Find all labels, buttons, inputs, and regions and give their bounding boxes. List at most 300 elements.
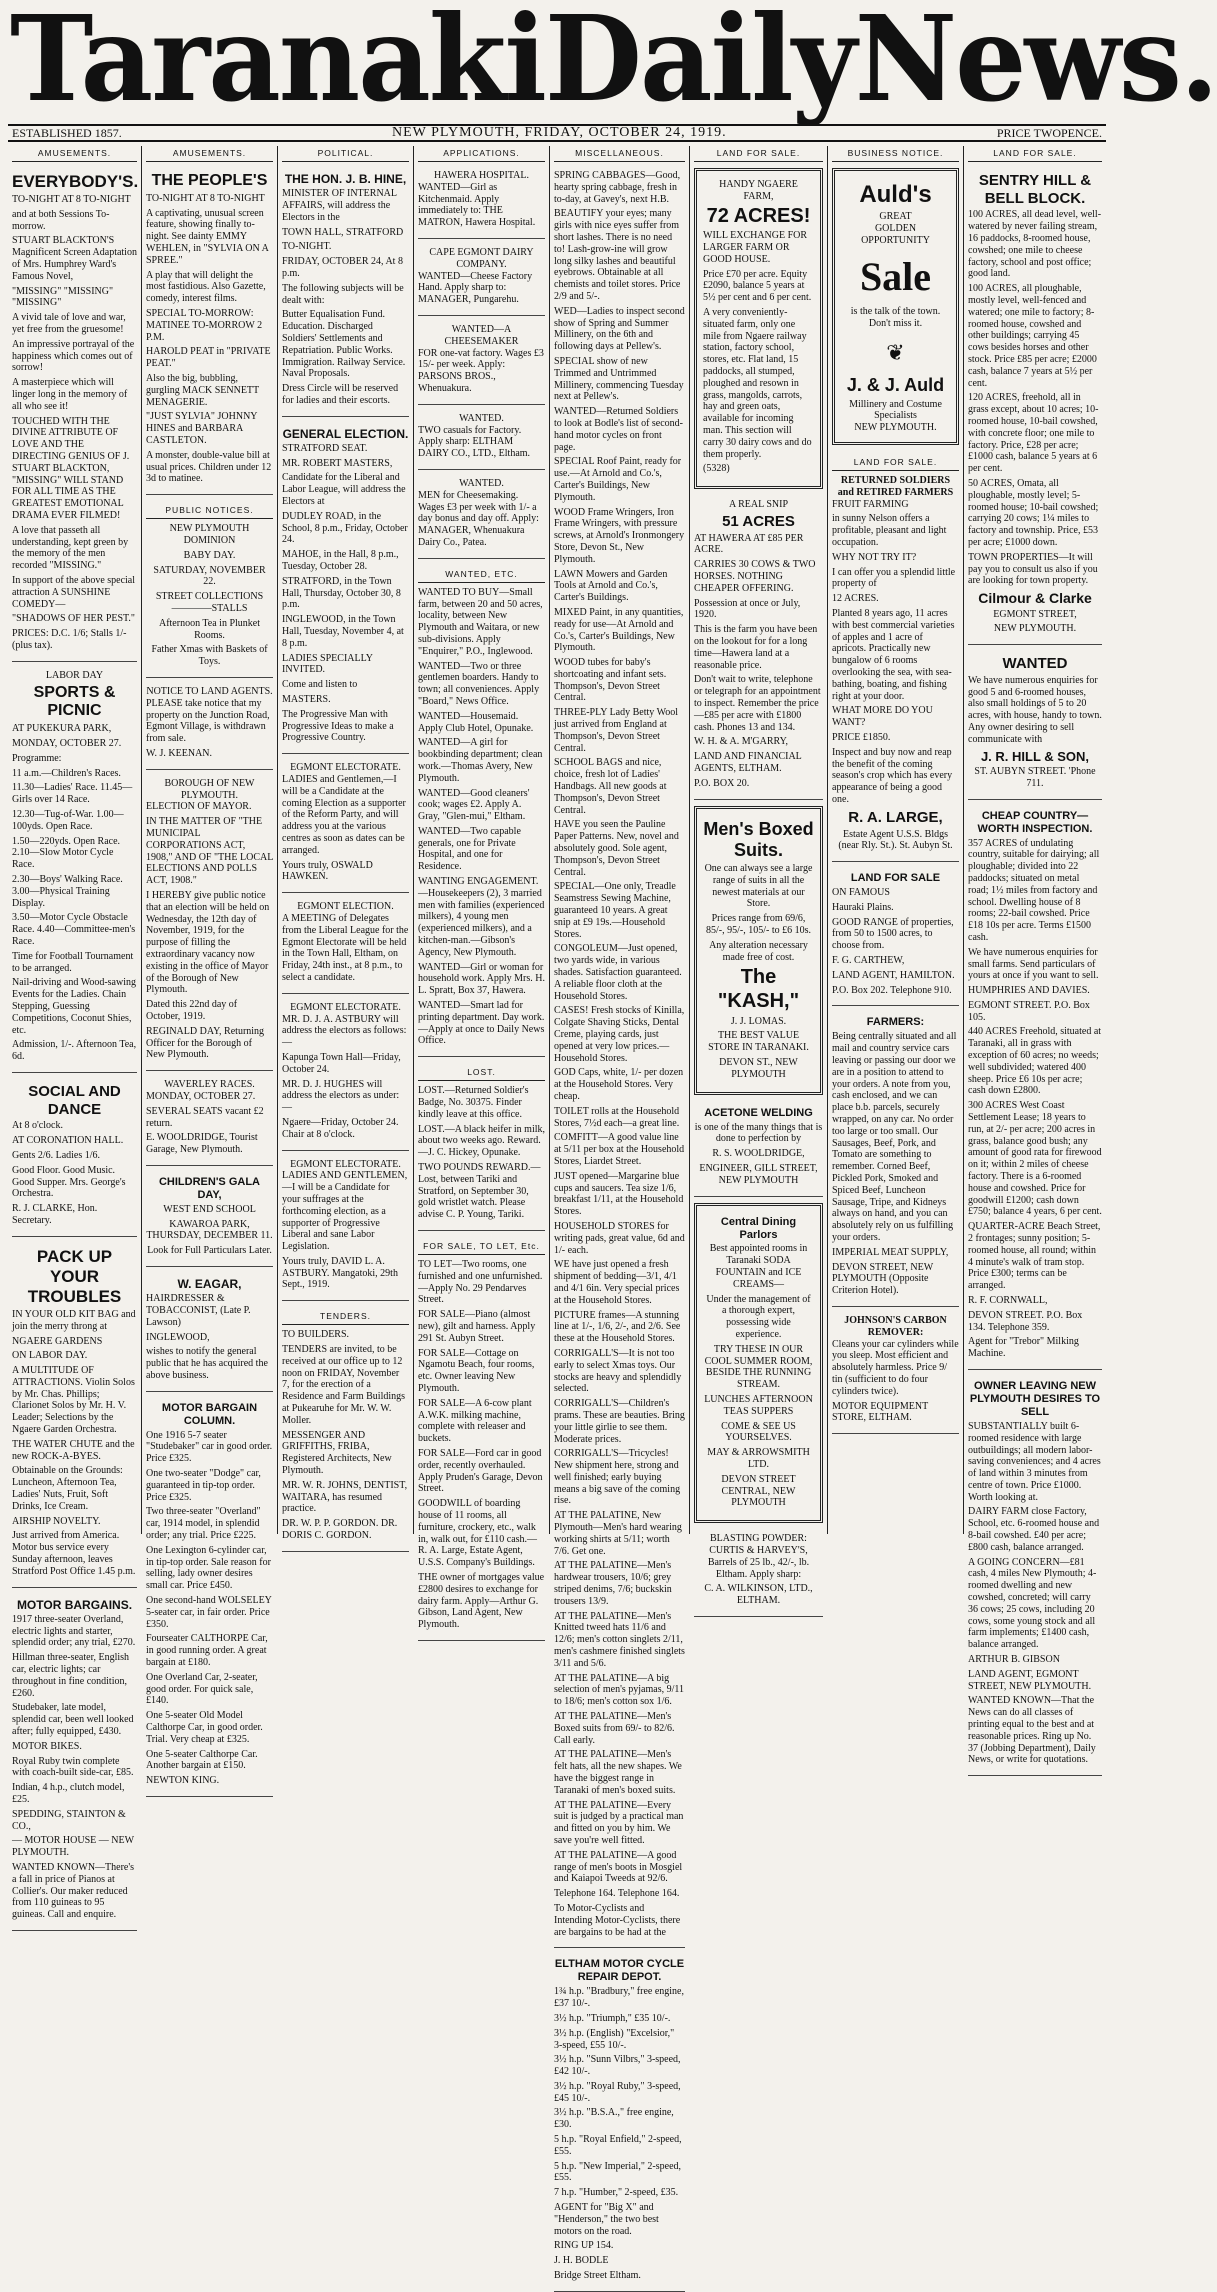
ad-body (146, 193, 273, 485)
ad-paragraph: One second-hand WOLSELEY 5-seater car, in fair order. Price £350. (146, 1595, 272, 1630)
ad-paragraph: STREET COLLECTIONS————STALLS (155, 591, 264, 615)
ad-paragraph: MR. D. J. HUGHES will address the electors as under:— (282, 1078, 400, 1114)
ad-paragraph: WHAT MORE DO YOU WANT? (832, 705, 933, 729)
ad-paragraph: FOR SALE—Piano (almost new), gilt and harness. Apply 291 St. Aubyn Street. (418, 1309, 536, 1344)
ad-paragraph: TOWN HALL, STRATFORD (282, 226, 404, 238)
ad-paragraph: AT HAWERA AT £85 PER ACRE. (694, 532, 804, 556)
ad-paragraph: WANTED—Girl as Kitchenmaid. Apply immediately to: THE MATRON, Hawera Hospital. (418, 181, 536, 229)
ad-paragraph: Yours truly, OSWALD HAWKEN. (282, 859, 373, 883)
ad-paragraph: TO-NIGHT AT 8 TO-NIGHT (146, 192, 265, 204)
ad-body (694, 1545, 823, 1607)
ad-body (146, 801, 273, 1061)
ad-paragraph: MIXED Paint, in any quantities, ready for use—At Arnold and Co.'s, Carter's Buildings, New Plymouth. (554, 606, 684, 654)
ad-tenders (282, 1305, 409, 1552)
ad-paragraph: WANTED—Housemaid. Apply Club Hotel, Opunake. (418, 710, 534, 734)
ad-paragraph: 1¾ h.p. "Bradbury," free engine, £37 10/-. (554, 1986, 684, 2010)
section-header: LAND FOR SALE. (832, 455, 959, 471)
ad-body (418, 1085, 545, 1221)
ad-carbon-remover (832, 1311, 959, 1434)
masthead-word-3: News. (854, 0, 1217, 129)
ad-paragraph: A GOING CONCERN—£81 cash, 4 miles New Plymouth; 4-roomed dwelling and new cowshed, concreted; will carry 36 cows; 25 cows, including 20 cows, some young stock and all farm implements; £1400 cash, balance arranged. (968, 1556, 1097, 1651)
masthead-word-2: Daily (544, 0, 855, 129)
ad-paragraph: ON FAMOUS (832, 887, 890, 899)
ad-paragraph: THE WATER CHUTE and the new ROCK-A-BYES. (12, 1438, 135, 1462)
ad-paragraph: Under the management of a thorough expert, possessing wide experience. (706, 1293, 811, 1341)
ad-waverley-races (146, 1075, 273, 1166)
ad-paragraph: is one of the many things that is done to perfection by (694, 1121, 823, 1145)
ad-title: CHILDREN'S GALA DAY, (158, 1175, 260, 1201)
ad-paragraph: PRICES: D.C. 1/6; Stalls 1/- (plus tax). (12, 628, 127, 651)
section-for-sale (418, 1235, 545, 1641)
ad-paragraph: Studebaker, late model, splendid car, been well looked after; fully equipped, £430. (12, 1702, 134, 1737)
ad-paragraph: ENGINEER, GILL STREET, NEW PLYMOUTH (699, 1162, 818, 1186)
ad-paragraph: PLEASE take notice that my property on the Junction Road, Egmont Village, is withdrawn from sale. (146, 697, 270, 745)
ad-paragraph: DEVON STREET CENTRAL, NEW PLYMOUTH (721, 1473, 796, 1509)
ad-body (12, 1614, 137, 1921)
ad-paragraph: AT THE PALATINE—Men's Boxed suits from 69/- to 82/6. Call early. (554, 1711, 675, 1746)
ad-paragraph: Possession at once or July, 1920. (694, 597, 801, 621)
ad-paragraph: W. J. KEENAN. (146, 747, 213, 759)
ad-paragraph: MR. ROBERT MASTERS, (282, 457, 393, 469)
ad-paragraph: 120 ACRES, freehold, all in grass except, about 10 acres; 10-roomed house, 10-bail cowshed, with concrete floor; one mile to factory. Price, £28 per acre; £1000 cash, balance 5 years at 6 per cent. (968, 392, 1099, 475)
ad-childrens-gala (146, 1170, 273, 1267)
ad-paragraph: "SHADOWS OF HER PEST." (12, 613, 135, 625)
section-header: WANTED, ETC. (418, 567, 545, 583)
ad-paragraph: 11 a.m.—Children's Races. (12, 767, 121, 779)
ad-body (968, 1421, 1102, 1766)
ad-paragraph: HAVE you seen the Pauline Paper Patterns. New, novel and absolutely good. Sole agent, Thompson's, Devon Street Central. (554, 819, 679, 878)
ad-body (703, 230, 814, 475)
dateline (8, 124, 1106, 142)
ad-paragraph: 357 ACRES of undulating country, suitable for dairying; all ploughable; divided into 22 paddocks; situated on metal road; 1½ miles from factory and school. Dwelling house of 8 rooms; 22-bail cowshed. Price £18 10s per acre. Terms £1500 cash. (968, 837, 1100, 943)
ad-cheap-country (968, 804, 1102, 1370)
ad-paragraph: WE have just opened a fresh shipment of bedding—3/1, 4/1 and 4/1 6in. Very special prices at the Household Stores. (554, 1259, 680, 1306)
ad-paragraph: FOR SALE—Ford car in good order, recently overhauled. Apply Pruden's Garage, Devon Street. (418, 1447, 543, 1495)
ad-title: BLASTING POWDER: (710, 1533, 807, 1545)
ad-paragraph: TRY THESE IN OUR COOL SUMMER ROOM, BESIDE THE RUNNING STREAM. (704, 1343, 813, 1391)
ad-paragraph: RING UP 154. (554, 2240, 614, 2252)
ad-motor-bargain-column (146, 1396, 273, 1797)
ad-paragraph: BEAUTIFY your eyes; many girls with nice eyes suffer from short lashes. There is no need to! Lash-grow-ine will grow long silky lashes and beautiful eyebrows. Obtainable at all chemists and toilet stores. Price 2/9 and 5/-. (554, 208, 681, 302)
ad-paragraph: THREE-PLY Lady Betty Wool just arrived from England at Thompson's, Devon Street Central. (554, 707, 679, 754)
column-4 (414, 146, 550, 1631)
ad-paragraph: TO LET—Two rooms, one furnished and one unfurnished.—Apply No. 29 Pendarves Street. (418, 1259, 543, 1306)
ad-title: HANDY NGAERE FARM, (719, 179, 798, 202)
ad-title: CHEAP COUNTRY—WORTH INSPECTION. (977, 809, 1093, 835)
column-3 (278, 146, 414, 1542)
ad-egmont-electorate-1 (282, 758, 409, 893)
ad-body (694, 533, 823, 790)
column-5 (550, 146, 690, 2282)
ad-paragraph: Hillman three-seater, English car, electric lights; car throughout in fine condition, £260. (12, 1652, 130, 1699)
ad-paragraph: TO-NIGHT. (282, 241, 332, 253)
ad-paragraph: WANTED—A girl for bookbinding department; clean work.—Thomas Avery, New Plymouth. (418, 737, 543, 784)
ad-title: WANTED—A CHEESEMAKER (444, 323, 519, 347)
ad-paragraph: WANTED—Good cleaners' cook; wages £2. Apply A. Gray, "Glen-mui," Eltham. (418, 787, 530, 823)
ad-body (832, 887, 959, 996)
ad-paragraph: I HEREBY give public notice that an election will be held on Wednesday, the 12th day of November, 1919, for the purpose of filling the extraordinary vacancy now existing in the office of Mayor of the Borough of New Plymouth. (146, 889, 270, 996)
ad-paragraph: MEN for Cheesemaking. Wages £3 per week with 1/- a day bonus and day off. Apply: MANAGER, Whenuakura Dairy Co., Patea. (418, 489, 539, 548)
ad-fruit-farming (832, 451, 959, 862)
ad-body (703, 863, 814, 963)
fleuron-icon: ❦ (886, 339, 905, 365)
ad-title: HAWERA HOSPITAL. (433, 170, 530, 182)
ad-cape-egmont (418, 243, 545, 316)
section-header: LOST. (418, 1065, 545, 1081)
ad-paragraph: WANTING ENGAGEMENT.—Housekeepers (2), 3 married men with families (experienced milkers), 4 young men (experienced milkers), and a kitchen-man.—Gibson's Agency, New Plymouth. (418, 876, 545, 958)
ad-paragraph: COME & SEE US YOURSELVES. (721, 1420, 796, 1444)
ad-paragraph: STRATFORD, in the Town Hall, Thursday, October 30, 8 p.m. (282, 575, 401, 611)
ad-paragraph: NEWTON KING. (146, 1775, 220, 1787)
ad-paragraph: WANTED—Two capable generals, one for Private Hospital, and one for Residence. (418, 825, 521, 873)
ad-social-dance (12, 1077, 137, 1237)
ad-paragraph: C. A. WILKINSON, LTD., ELTHAM. (704, 1583, 813, 1607)
ad-paragraph: NEW PLYMOUTH. (993, 623, 1077, 635)
ad-farmers-meat (832, 1010, 959, 1307)
section-header: PUBLIC NOTICES. (146, 503, 273, 519)
ad-paragraph: DUDLEY ROAD, in the School, 8 p.m., Friday, October 24. (282, 510, 408, 546)
ad-paragraph: WANTED—Cheese Factory Hand. Apply sharp to: MANAGER, Pungarehu. (418, 270, 533, 306)
ad-sentry-hill (968, 166, 1102, 645)
ad-line: Millinery and Costume Specialists (849, 398, 942, 422)
place-date: NEW PLYMOUTH, FRIDAY, OCTOBER 24, 1919. (391, 125, 727, 140)
ad-paragraph: Royal Ruby twin complete with coach-built side-car, £85. (12, 1755, 134, 1779)
ad-paragraph: We have numerous enquiries for small farms. Send particulars of yours at once if you want to sell. (968, 946, 1099, 982)
ad-paragraph: CURTIS & HARVEY'S, Barrels of 25 lb., 42/-, lb. Eltham. Apply sharp: (707, 1545, 810, 1580)
ad-title: MOTOR BARGAIN COLUMN. (161, 1401, 258, 1427)
ad-paragraph: 3.50—Motor Cycle Obstacle Race. 4.40—Committee-men's Race. (12, 912, 136, 948)
ad-body (554, 170, 685, 1938)
ad-line: is the talk of the town. (850, 305, 941, 317)
ad-headline: 72 ACRES! (706, 204, 811, 227)
ad-hawera-hospital (418, 166, 545, 239)
ad-paragraph: AGENT for "Big X" and "Henderson," the two best motors on the road. (554, 2202, 659, 2237)
ad-paragraph: Time for Football Tournament to be arranged. (12, 950, 134, 974)
ad-paragraph: Father Xmas with Baskets of Toys. (151, 644, 268, 668)
ad-body (282, 774, 409, 883)
column-header: LAND FOR SALE. (694, 146, 823, 162)
ad-paragraph: Prices range from 69/6, 85/-, 95/-, 105/- to £6 10s. (706, 913, 811, 937)
ad-paragraph: Cleans your car cylinders while you sleep. Most efficient and absolutely harmless. Price 9/ tin (sufficient to do four cylinders twice). (832, 1338, 959, 1397)
ad-paragraph: The Progressive Man with Progressive Ideas to make a Progressive Country. (282, 708, 394, 744)
ad-aulds-sale (832, 168, 959, 445)
ad-paragraph: WOOD tubes for baby's shortcoating and infant sets. Thompson's, Devon Street Central. (554, 657, 667, 704)
ad-paragraph: AT CORONATION HALL. (12, 1135, 124, 1147)
ad-title: WAVERLEY RACES. (164, 1079, 255, 1091)
ad-paragraph: MAY & ARROWSMITH LTD. (707, 1447, 810, 1471)
ad-paragraph: MONDAY, OCTOBER 27. (146, 1090, 256, 1102)
ad-paragraph: KAWAROA PARK, THURSDAY, DECEMBER 11. (146, 1218, 273, 1242)
ad-paragraph: Candidate for the Liberal and Labor League, will address the Electors at (282, 472, 406, 508)
ad-paragraph: Look for Full Particulars Later. (147, 1245, 272, 1257)
ad-paragraph: W. H. & A. M'GARRY, (694, 736, 789, 748)
column-header: APPLICATIONS. (418, 146, 545, 162)
ad-paragraph: TO-NIGHT AT 8 TO-NIGHT (12, 194, 131, 206)
ad-headline: 51 ACRES (722, 512, 795, 530)
ad-paragraph: SPRING CABBAGES—Good, hearty spring cabbage, fresh in to-day, at Gavey's, next H.B. (554, 170, 681, 205)
ad-paragraph: DAIRY FARM close Factory, School, etc. 6-roomed house and 8-bail cowshed. £40 per acre; £800 cash, balance arranged. (968, 1506, 1100, 1553)
ad-paragraph: HOUSEHOLD STORES for writing pads, great value, 6d and 1/- each. (554, 1220, 685, 1256)
ad-paragraph: R. J. CLARKE, Hon. Secretary. (12, 1203, 98, 1226)
ad-body (12, 1309, 137, 1578)
ad-paragraph: MAHOE, in the Hall, 8 p.m., Tuesday, October 28. (282, 549, 399, 573)
ad-paragraph: Fourseater CALTHORPE Car, in good running order. A great bargain at £180. (146, 1633, 268, 1669)
ad-title: SENTRY HILL & BELL BLOCK. (978, 172, 1092, 207)
ad-title: THE HON. J. B. HINE, (284, 172, 407, 187)
ad-paragraph: AT THE PALATINE—Men's Knitted tweed hats 11/6 and 12/6; men's cotton singlets 2/11, men's cashmere finished singlets 3/11 and 5/6. (554, 1610, 685, 1669)
ad-firm: Cilmour & Clarke (978, 590, 1092, 607)
ad-paragraph: HAROLD PEAT in "PRIVATE PEAT." (146, 346, 271, 370)
ad-paragraph: Telephone 164. Telephone 164. (554, 1888, 680, 1900)
ad-paragraph: AIRSHIP NOVELTY. (12, 1515, 101, 1527)
ad-paragraph: Indian, 4 h.p., clutch model, £25. (12, 1782, 125, 1805)
ad-paragraph: Bridge Street Eltham. (554, 2270, 641, 2282)
ad-paragraph: ARTHUR B. GIBSON (968, 1654, 1060, 1666)
ad-line: GREAT (879, 211, 912, 223)
ad-title: A REAL SNIP (728, 499, 789, 511)
ad-body (12, 194, 137, 652)
ad-paragraph: WANTED—Two or three gentlemen boarders. Handy to town; all conveniences. Apply "Board," News Office. (418, 660, 540, 707)
ad-paragraph: 300 ACRES West Coast Settlement Lease; 18 years to run, at 2/- per acre; 200 acres in grass, balance good bush; any amount of good rata for firewood on it; within 2 miles of cheese factory. There is a 6-roomed house and cowshed. Price for goodwill £1200; cash down £750; balance 4 years, 6 per cent. (968, 1100, 1102, 1218)
ad-paragraph: ST. AUBYN STREET. 'Phone 711. (974, 766, 1096, 789)
ad-title: FARMERS: (866, 1016, 925, 1029)
ad-paragraph: 3½ h.p. "Sunn Vilbrs," 3-speed, £42 10/-. (554, 2054, 681, 2078)
ad-paragraph: At 8 o'clock. (12, 1120, 63, 1132)
ad-paragraph: SCHOOL BAGS and nice, choice, fresh lot of Ladies' Handbags. All new goods at Thompson's, Devon Street Central. (554, 757, 667, 816)
ad-everybodys (12, 166, 137, 662)
ad-paragraph: JUST opened—Margarine blue cups and saucers. Tea size 1/6, breakfast 1/11, at the Household Stores. (554, 1170, 684, 1218)
ad-paragraph: GOOD RANGE of properties, from 50 to 1500 acres, to choose from. (832, 916, 954, 952)
ad-paragraph: in sunny Nelson offers a profitable, pleasant and light occupation. (832, 513, 947, 549)
ad-paragraph: One 5-seater Calthorpe Car. Another bargain at £150. (146, 1748, 258, 1772)
ad-paragraph: NEW PLYMOUTH DOMINION (169, 523, 250, 547)
ad-title: GENERAL ELECTION. (282, 426, 409, 441)
ad-body (968, 838, 1102, 1360)
ad-paragraph: AT THE PALATINE—Men's felt hats, all the new shapes. We have the biggest range in Taranaki of men's boxed suits. (554, 1749, 682, 1796)
ad-paragraph: Agent for "Trebor" Milking Machine. (968, 1336, 1079, 1360)
ad-title: ACETONE WELDING (704, 1106, 813, 1119)
ad-paragraph: SPECIAL TO-MORROW: MATINEE TO-MORROW 2 P.M. (146, 308, 263, 343)
ad-paragraph: Being centrally situated and all mail and country service cars leaving or passing our door we are in a position to attend to your orders. A note from you, cash enclosed, and we can place b.b. parcels, securely wrapped, on any car. No order too large or too small. Our Sausages, Beef, Pork, and Tomato are something to remember. Corned Beef, Pickled Pork, Smoked and Spiced Beef, Luncheon Sausage, Tripe, and Kidneys always on hand, and you can absolutely rely on us fulfilling your orders. (832, 1031, 957, 1243)
ad-body (418, 182, 545, 229)
ad-paragraph: 440 ACRES Freehold, situated at Taranaki, all in grass with exception of 60 acres; no weeds; well subdivided; watered 400 sheep. Price £6 10s per acre; cash down £2800. (968, 1026, 1102, 1097)
column-header: BUSINESS NOTICE. (832, 146, 959, 162)
ad-body (146, 523, 273, 668)
ad-paragraph: HAIRDRESSER & TOBACCONIST, (Late P. Lawson) (146, 1293, 251, 1328)
ad-body (968, 209, 1102, 587)
ad-paragraph: 11.30—Ladies' Race. 11.45—Girls over 14 Race. (12, 782, 133, 806)
ad-title: SOCIAL AND DANCE (28, 1083, 121, 1118)
ad-title: ELTHAM MOTOR CYCLE REPAIR DEPOT. (554, 1958, 685, 1984)
ad-paragraph: wishes to notify the general public that he has acquired the above business. (146, 1346, 268, 1381)
ad-paragraph: BABY DAY. (183, 549, 236, 561)
ad-paragraph: 12.30—Tug-of-War. 1.00—100yds. Open Race. (12, 809, 124, 832)
ad-body (282, 188, 409, 407)
ad-paragraph: FOR SALE—Cottage on Ngamotu Beach, four rooms, etc. Owner leaving New Plymouth. (418, 1347, 535, 1394)
ad-paragraph: Estate Agent U.S.S. Bldgs (near Rly. St.). St. Aubyn St. (838, 828, 953, 852)
ad-paragraph: One two-seater "Dodge" car, guaranteed in tip-top order. Price £325. (146, 1468, 261, 1503)
ad-real-snip (694, 495, 823, 799)
ad-paragraph: QUARTER-ACRE Beach Street, 2 frontages; sunny position; 5-roomed house, all round; within 4 minute's walk of tram stop. Price £300; terms can be arranged. (968, 1221, 1101, 1292)
column-header: POLITICAL. (282, 146, 409, 162)
ad-paragraph: E. WOOLDRIDGE, Tourist Garage, New Plymouth. (146, 1132, 258, 1156)
ad-body (282, 1170, 409, 1291)
ad-paragraph: AT THE PALATINE, New Plymouth—Men's hard wearing working shirts at 5/11; worth 7/6. Get one. (554, 1510, 682, 1557)
ad-paragraph: Also the big, bubbling, gurgling MACK SENNETT MENAGERIE. (146, 373, 259, 408)
ad-paragraph: Nail-driving and Wood-sawing Events for the Ladies. Chain Stepping, Guessing Competitions, Coconut Shies, etc. (12, 977, 136, 1036)
ad-paragraph: LADIES AND GENTLEMEN,—I will be a Candidate for your suffrages at the forthcoming election, as a supporter of Progressive Liberal and sane Labor Legislation. (282, 1170, 408, 1253)
ad-paragraph: Price £70 per acre. Equity £2090, balance 5 years at 5½ per cent and 6 per cent. (703, 268, 812, 304)
ad-paragraph: DEVON ST., NEW PLYMOUTH (719, 1056, 798, 1080)
ad-paragraph: MOTOR BIKES. (12, 1740, 82, 1752)
ad-paragraph: Ngaere—Friday, October 24. Chair at 8 o'clock. (282, 1116, 399, 1140)
ad-paragraph: — MOTOR HOUSE — NEW PLYMOUTH. (12, 1835, 134, 1859)
ad-paragraph: CONGOLEUM—Just opened, two yards wide, in various shades. Satisfaction guaranteed. A reliable floor cloth at the Household Stores. (554, 943, 682, 1002)
section-header: FOR SALE, TO LET, Etc. (418, 1239, 545, 1255)
ad-paragraph: 7 h.p. "Humber," 2-speed, £35. (554, 2187, 679, 2199)
ad-title: OWNER LEAVING NEW PLYMOUTH DESIRES TO SELL (969, 1380, 1101, 1418)
section-header: TENDERS. (282, 1309, 409, 1325)
ad-paragraph: SPECIAL—One only, Treadle Seamstress Sewing Machine, guaranteed 10 years. A great snip at £9 19s.—Household Stores. (554, 881, 676, 940)
ad-paragraph: WEST END SCHOOL (163, 1203, 256, 1215)
ad-paragraph: We have numerous enquiries for good 5 and 6-roomed houses, also small holdings of 5 to 20 acres, with house, handy to town. Any owner desiring to sell communicate with (968, 674, 1102, 745)
ad-paragraph: TOWN PROPERTIES—It will pay you to consult us also if you are looking for town property. (968, 551, 1098, 587)
ad-peoples (146, 166, 273, 495)
ad-paragraph: WHY NOT TRY IT? (832, 551, 917, 563)
ad-title: NOTICE TO LAND AGENTS. (146, 686, 273, 697)
column-header: AMUSEMENTS. (12, 146, 137, 162)
ad-paragraph: LAND AGENT, EGMONT STREET, NEW PLYMOUTH. (968, 1668, 1092, 1692)
ad-body (282, 1014, 409, 1141)
ad-paragraph: COMFITT—A good value line at 5/11 per box at the Household Stores, Liardet Street. (554, 1132, 685, 1167)
ad-line: GOLDEN (874, 223, 917, 235)
column-6 (690, 146, 828, 1607)
ad-body (418, 587, 545, 1047)
ad-egmont-electorate-3 (282, 1155, 409, 1302)
ad-paragraph: One Lexington 6-cylinder car, in tip-top order. Sale reason for selling, lady owner desires small car. Price £450. (146, 1544, 271, 1592)
ad-paragraph: LADIES and Gentlemen,—I will be a Candidate at the coming Election as a supporter of the Reform Party, and will address you at the various centres as soon as dates can be arranged. (282, 774, 406, 856)
ad-title: EGMONT ELECTION. (297, 901, 394, 913)
ad-body (832, 1339, 959, 1425)
ad-body (146, 698, 273, 760)
ad-paragraph: A love that passeth all understanding, kept green by the memory of the men recorded "MISSING." (12, 524, 129, 572)
ad-paragraph: IMPERIAL MEAT SUPPLY, (832, 1246, 949, 1258)
ad-title: Central Dining Parlors (720, 1215, 797, 1241)
ad-paragraph: P.O. BOX 20. (694, 777, 750, 789)
ad-paragraph: Obtainable on the Grounds: Luncheon, Afternoon Tea, Ladies' Nuts, Fruit, Soft Drinks, Ice Cream. (12, 1465, 123, 1512)
ad-paragraph: 100 ACRES, all dead level, well-watered by never failing stream, 16 paddocks, 8-roomed house, cowshed; one mile to cheese factory, school and post office; good land. (968, 209, 1102, 280)
ad-paragraph: THE BEST VALUE STORE IN TARANAKI. (708, 1030, 809, 1054)
ad-egmont-electorate-2 (282, 998, 409, 1151)
ad-paragraph: INGLEWOOD, in the Town Hall, Tuesday, November 4, at 8 p.m. (282, 614, 404, 649)
ad-paragraph: Dress Circle will be reserved for ladies and their escorts. (282, 383, 399, 406)
ad-paragraph: 3½ h.p. "Royal Ruby," 3-speed, £45 10/-. (554, 2080, 681, 2104)
ad-firm: R. A. LARGE, (848, 808, 943, 826)
ad-paragraph: LOST.—A black heifer in milk, about two weeks ago. Reward.—J. C. Hickey, Opunake. (418, 1123, 546, 1159)
ad-body (418, 1259, 545, 1631)
ad-paragraph: Kapunga Town Hall—Friday, October 24. (282, 1051, 401, 1075)
ad-paragraph: WANTED TO BUY—Small farm, between 20 and 50 acres, locality, between New Plymouth and Waitara, or new sub-divisions. Apply "Enquirer," P.O., Inglewood. (418, 586, 543, 657)
ad-body (694, 1122, 823, 1187)
ad-blasting-powder (694, 1529, 823, 1617)
ad-paragraph: "MISSING" "MISSING" "MISSING" (12, 285, 114, 309)
ad-paragraph: IN THE MATTER OF "THE MUNICIPAL CORPORATIONS ACT, 1908," AND OF "THE LOCAL ELECTIONS AND POLLS ACT, 1908." (146, 816, 273, 887)
ad-paragraph: MOTOR EQUIPMENT STORE, ELTHAM. (832, 1400, 929, 1424)
ad-title: CAPE EGMONT DAIRY COMPANY. (429, 247, 534, 270)
ad-paragraph: TENDERS are invited, to be received at our office up to 12 noon on FRIDAY, November 7, for the erection of a Residence and Farm Buildings at Pukearuhe for Mr. W. W. Moller. (282, 1344, 406, 1426)
ad-paragraph: A monster, double-value bill at usual prices. Children under 12 3d to matinee. (146, 449, 272, 485)
ad-paragraph: Admission, 1/-. Afternoon Tea, 6d. (12, 1039, 137, 1063)
ad-paragraph: HUMPHRIES AND DAVIES. (968, 985, 1090, 997)
ad-ngaere-farm (694, 168, 823, 489)
ad-paragraph: F. G. CARTHEW, (832, 955, 905, 967)
ad-paragraph: 50 ACRES, Omata, all ploughable, mostly level; 5-roomed house; 10-bail cowshed; carrying 20 cows; 1¼ miles to factory and township. Price, £53 per acre; £1000 down. (968, 477, 1099, 548)
ad-paragraph: ON LABOR DAY. (12, 1350, 88, 1362)
ad-paragraph: Inspect and buy now and reap the benefit of the coming season's crop which has every appearance of being a good one. (832, 746, 953, 806)
ad-paragraph: CORRIGALL'S—Children's prams. These are beauties. Bring your little girlie to see them. Moderate prices. (554, 1398, 685, 1445)
ad-paragraph: CARRIES 30 COWS & TWO HORSES. NOTHING CHEAPER OFFERING. (694, 559, 816, 594)
ad-title: EVERYBODY'S. (12, 172, 139, 192)
public-notices (146, 499, 273, 678)
ad-paragraph: I can offer you a splendid little property of (832, 566, 956, 590)
ad-cheesemaker (418, 320, 545, 405)
ad-paragraph: MONDAY, OCTOBER 27. (12, 738, 122, 750)
ad-kicker: LABOR DAY (45, 669, 104, 681)
ad-title: SPORTS & PICNIC (33, 683, 116, 720)
ad-footer (968, 609, 1102, 636)
ad-paragraph: TOUCHED WITH THE DIVINE ATTRIBUTE OF LOVE AND THE DIRECTING GENIUS OF J. STUART BLACKTON, "MISSING" WILL STAND FOR ALL TIME AS THE GREATEST EMOTIONAL DRAMA EVER FILMED! (12, 415, 130, 521)
ad-body (12, 1120, 137, 1226)
ad-body (832, 499, 959, 806)
ad-ngaere-gardens (12, 1241, 137, 1588)
ad-paragraph: 1.50—220yds. Open Race. 2.10—Slow Motor Cycle Race. (12, 835, 121, 871)
ad-paragraph: Don't wait to write, telephone or telegraph for an appointment to inspect. Remember the price—£85 per acre with £1800 cash. Phones 13 and 134. (694, 674, 821, 733)
ad-eagar (146, 1271, 273, 1392)
ad-paragraph: Hauraki Plains. (832, 901, 894, 913)
ad-paragraph: Afternoon Tea in Plunket Rooms. (158, 617, 261, 641)
ad-store-name: The "KASH," (717, 966, 800, 1012)
ad-paragraph: Gents 2/6. Ladies 1/6. (12, 1149, 101, 1161)
ad-firm: J. & J. Auld (846, 375, 945, 396)
ad-paragraph: EGMONT STREET. P.O. Box 105. (968, 999, 1090, 1023)
ad-body (282, 913, 409, 984)
ad-body (968, 675, 1102, 746)
ad-paragraph: SATURDAY, NOVEMBER 22. (153, 564, 266, 588)
ad-wanted-casuals (418, 409, 545, 470)
ad-paragraph: CASES! Fresh stocks of Kinilla, Colgate Shaving Sticks, Dental Creme, playing cards, just opened at very low prices.—Household Stores. (554, 1005, 685, 1064)
ad-paragraph: The following subjects will be dealt with: (282, 282, 404, 306)
ad-paragraph: Best appointed rooms in Taranaki SODA FOUNTAIN and ICE CREAMS— (709, 1243, 808, 1290)
ad-firm: J. R. HILL & SON, (980, 748, 1090, 764)
ad-title: WANTED (1002, 655, 1068, 673)
ad-paragraph: STRATFORD SEAT. (282, 442, 368, 454)
masthead-word-1: Taranaki (10, 0, 545, 129)
ad-hauraki-plains (832, 866, 959, 1006)
ad-paragraph: J. H. BODLE (554, 2255, 609, 2267)
ad-title: PACK UP YOUR TROUBLES (27, 1246, 122, 1306)
ad-paragraph: TO BUILDERS. (282, 1329, 350, 1341)
ad-paragraph: DEVON STREET, NEW PLYMOUTH (Opposite Criterion Hotel). (832, 1261, 934, 1297)
ad-paragraph: WANTED KNOWN—There's a fall in price of Pianos at Collier's. Our maker reduced from 110 guineas to 95 guineas. Call and enquire. (12, 1861, 135, 1921)
ad-paragraph: Good Floor. Good Music. Good Supper. Mrs. George's Orchestra. (12, 1164, 126, 1200)
ad-paragraph: WANTED KNOWN—That the News can do all classes of printing equal to the best and at reasonable prices. Ring up No. 37 (Jobbing Department), Daily News, or write for quotations. (968, 1695, 1096, 1766)
ad-paragraph: GOD Caps, white, 1/- per dozen at the Household Stores. Very cheap. (554, 1067, 684, 1102)
ad-paragraph: CORRIGALL'S—Tricycles! New shipment here, strong and well finished; early buying means a big save of the coming rise. (554, 1448, 681, 1507)
ad-body (146, 1091, 273, 1156)
ad-paragraph: TOILET rolls at the Household Stores, 7½d each—a great line. (554, 1105, 680, 1129)
ad-paragraph: Programme: (12, 752, 62, 764)
ad-paragraph: MASTERS. (282, 694, 331, 706)
